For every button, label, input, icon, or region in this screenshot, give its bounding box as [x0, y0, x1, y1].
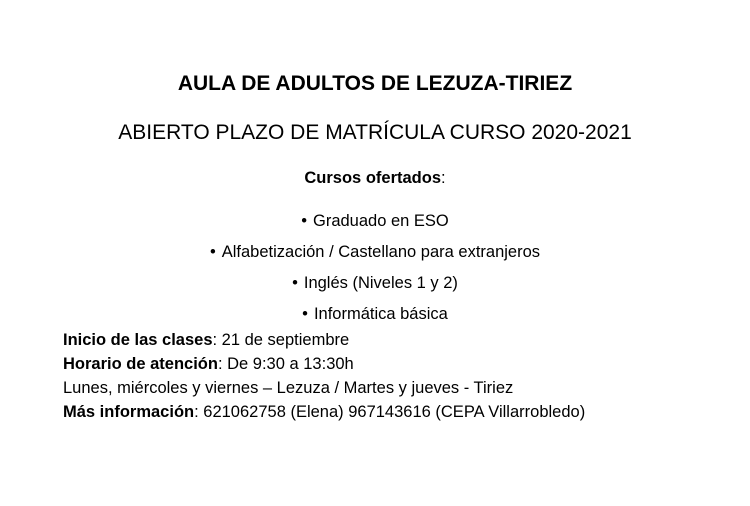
office-hours-value: : De 9:30 a 13:30h	[217, 355, 354, 373]
more-info-value: : 621062758 (Elena) 967143616 (CEPA Villarrobledo)	[194, 403, 586, 421]
courses-heading-colon: :	[441, 169, 446, 187]
document-subtitle: ABIERTO PLAZO DE MATRÍCULA CURSO 2020-2021	[118, 121, 632, 144]
office-hours-line	[63, 352, 743, 376]
course-item-label: Alfabetización / Castellano para extranjeros	[221, 243, 541, 261]
start-date-line	[63, 328, 743, 352]
start-date-label: Inicio de las clases	[63, 331, 213, 349]
course-item-informatica	[0, 299, 750, 330]
start-date-value: : 21 de septiembre	[212, 331, 350, 349]
courses-heading-label: Cursos ofertados	[304, 169, 441, 187]
document-title: AULA DE ADULTOS DE LEZUZA-TIRIEZ	[177, 72, 573, 95]
office-hours-label: Horario de atención	[63, 355, 218, 373]
course-item-eso	[0, 206, 750, 237]
bullet-icon: •	[301, 212, 307, 230]
bullet-icon: •	[209, 243, 216, 261]
course-item-label: Graduado en ESO	[313, 212, 449, 230]
course-item-label: Inglés (Niveles 1 y 2)	[303, 274, 458, 292]
course-item-alfabetizacion	[0, 237, 750, 268]
bullet-icon: •	[292, 274, 298, 292]
courses-heading	[0, 166, 750, 190]
bullet-icon: •	[302, 305, 308, 323]
schedule-line: Lunes, miércoles y viernes – Lezuza / Martes y jueves - Tiriez	[63, 379, 514, 397]
more-info-label: Más información	[63, 403, 195, 421]
course-item-label: Informática básica	[313, 305, 448, 323]
course-list	[0, 206, 750, 330]
more-info-line	[63, 400, 743, 424]
info-block	[63, 328, 743, 424]
course-item-ingles	[0, 268, 750, 299]
